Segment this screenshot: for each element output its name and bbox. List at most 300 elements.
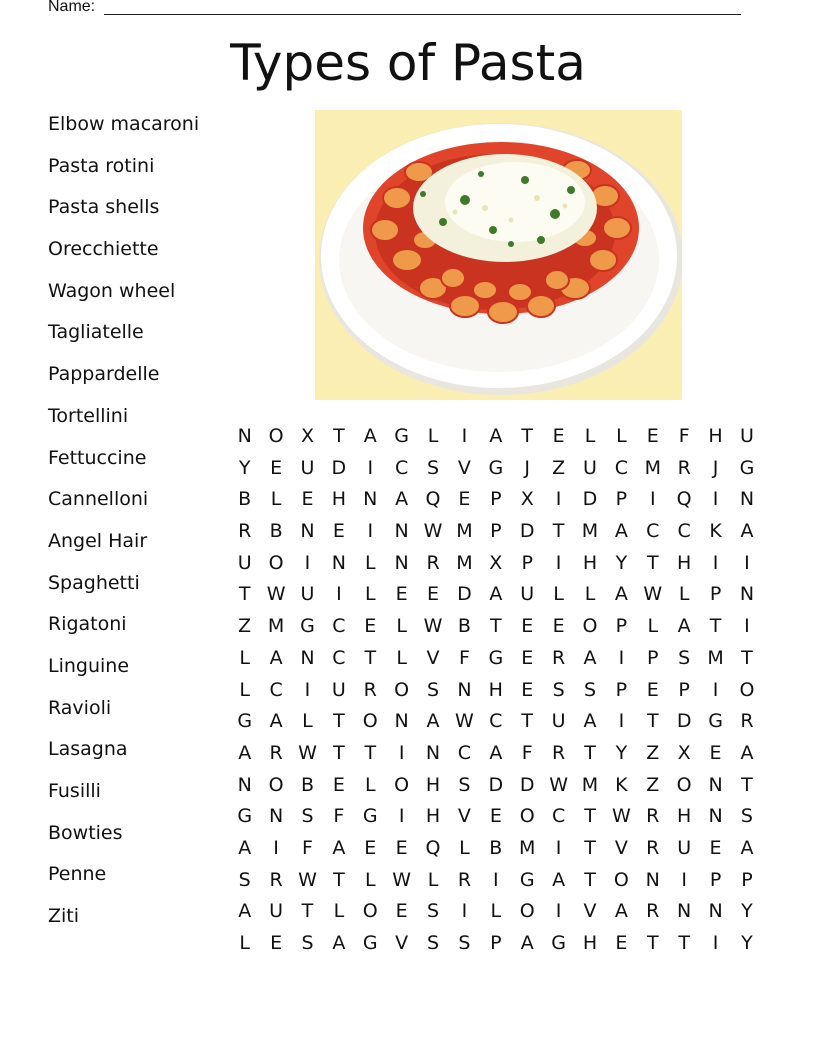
grid-letter: I <box>398 805 405 828</box>
grid-letter: C <box>551 805 566 828</box>
grid-letter: N <box>425 741 441 764</box>
grid-letter: E <box>364 836 377 859</box>
grid-letter: L <box>364 551 376 574</box>
grid-letter: E <box>552 615 565 638</box>
grid-letter: M <box>456 551 473 574</box>
grid-letter: N <box>708 805 723 828</box>
grid-letter: T <box>709 615 722 638</box>
grid-letter: O <box>519 900 535 923</box>
word-list-item: Ziti <box>48 905 80 928</box>
word-list-item: Spaghetti <box>48 571 140 594</box>
grid-letter: N <box>457 678 472 701</box>
grid-letter: F <box>521 741 533 764</box>
grid-letter: M <box>519 836 536 859</box>
grid-letter: E <box>270 932 283 954</box>
grid-letter: M <box>707 646 724 669</box>
grid-letter: A <box>395 488 409 511</box>
grid-letter: L <box>239 932 250 954</box>
grid-letter: S <box>458 773 471 796</box>
grid-letter: S <box>427 678 440 701</box>
grid-letter: S <box>552 678 565 701</box>
grid-letter: T <box>741 646 753 669</box>
grid-letter: G <box>237 805 253 828</box>
grid-letter: P <box>521 551 533 574</box>
grid-letter: D <box>519 773 535 796</box>
word-list-item: Bowties <box>48 821 123 844</box>
grid-letter: E <box>301 488 314 511</box>
grid-letter: H <box>677 805 692 828</box>
grid-letter: W <box>423 615 443 638</box>
grid-letter: F <box>678 425 690 447</box>
grid-letter: T <box>364 741 377 764</box>
grid-letter: L <box>678 583 690 606</box>
grid-letter: N <box>708 900 723 923</box>
grid-letter: U <box>520 583 535 606</box>
grid-letter: E <box>395 583 408 606</box>
grid-letter: A <box>614 900 628 923</box>
grid-letter: U <box>237 551 252 574</box>
grid-letter: C <box>395 456 409 479</box>
grid-letter: G <box>300 615 315 638</box>
grid-letter: A <box>489 425 503 447</box>
grid-letter: B <box>489 836 503 859</box>
grid-letter: U <box>583 456 597 479</box>
grid-letter: I <box>712 932 719 954</box>
grid-letter: P <box>741 868 753 891</box>
grid-letter: A <box>238 900 252 923</box>
grid-letter: E <box>646 425 659 447</box>
grid-letter: E <box>521 678 534 701</box>
grid-letter: E <box>458 488 471 511</box>
word-list-item: Pasta rotini <box>48 154 155 177</box>
grid-letter: D <box>488 773 504 796</box>
grid-letter: E <box>709 741 722 764</box>
grid-letter: V <box>426 646 440 669</box>
grid-letter: B <box>300 773 314 796</box>
grid-letter: T <box>333 741 345 764</box>
grid-letter: N <box>708 773 723 796</box>
grid-letter: L <box>364 868 376 891</box>
grid-letter: O <box>268 773 284 796</box>
grid-letter: K <box>615 773 628 796</box>
grid-letter: U <box>677 836 692 859</box>
grid-letter: T <box>333 868 345 891</box>
grid-letter: B <box>238 488 252 511</box>
grid-letter: L <box>364 583 376 606</box>
grid-letter: E <box>646 678 659 701</box>
grid-letter: G <box>362 805 378 828</box>
grid-letter: T <box>238 583 251 606</box>
grid-letter: P <box>615 615 628 638</box>
word-list-item: Fettuccine <box>48 446 147 469</box>
grid-letter: A <box>614 520 628 543</box>
grid-letter: A <box>677 615 691 638</box>
grid-letter: I <box>712 488 719 511</box>
grid-letter: T <box>678 932 690 954</box>
grid-letter: I <box>712 551 719 574</box>
grid-letter: H <box>677 551 692 574</box>
grid-letter: P <box>490 932 502 954</box>
grid-letter: R <box>646 805 660 828</box>
grid-letter: I <box>649 488 656 511</box>
grid-letter: P <box>490 488 502 511</box>
grid-letter: B <box>269 520 283 543</box>
grid-letter: W <box>549 773 568 796</box>
grid-letter: I <box>618 710 625 733</box>
word-list-item: Fusilli <box>48 780 101 802</box>
grid-letter: L <box>270 488 282 511</box>
grid-letter: D <box>457 583 472 606</box>
grid-letter: C <box>332 646 346 669</box>
grid-letter: S <box>427 900 440 923</box>
grid-letter: G <box>519 868 535 891</box>
grid-letter: R <box>646 836 660 859</box>
grid-letter: L <box>584 583 596 606</box>
grid-letter: C <box>646 520 660 543</box>
grid-letter: Y <box>238 456 251 479</box>
grid-letter: X <box>677 741 691 764</box>
grid-letter: L <box>396 646 407 669</box>
grid-letter: G <box>739 456 755 479</box>
grid-letter: T <box>364 646 377 669</box>
grid-letter: W <box>392 868 412 891</box>
grid-letter: N <box>739 583 755 606</box>
grid-letter: T <box>741 773 753 796</box>
grid-letter: E <box>709 836 722 859</box>
grid-letter: H <box>708 425 723 447</box>
grid-letter: G <box>394 425 410 447</box>
grid-letter: L <box>616 425 627 447</box>
grid-letter: R <box>363 678 377 701</box>
grid-letter: L <box>427 425 439 447</box>
grid-letter: P <box>615 678 628 701</box>
grid-letter: I <box>555 836 562 859</box>
grid-letter: R <box>740 710 754 733</box>
grid-letter: M <box>456 520 473 543</box>
grid-letter: E <box>489 805 502 828</box>
grid-letter: L <box>490 900 502 923</box>
grid-letter: U <box>551 710 566 733</box>
grid-letter: R <box>457 868 472 891</box>
grid-letter: E <box>395 836 408 859</box>
grid-letter: I <box>555 900 562 923</box>
grid-letter: A <box>269 710 283 733</box>
grid-letter: W <box>266 583 286 606</box>
grid-letter: S <box>678 646 691 669</box>
grid-letter: A <box>269 646 283 669</box>
grid-letter: O <box>394 773 410 796</box>
grid-letter: I <box>555 551 562 574</box>
grid-letter: N <box>677 900 692 923</box>
grid-letter: M <box>644 456 661 479</box>
grid-letter: L <box>584 425 596 447</box>
word-list-item: Tagliatelle <box>48 321 144 344</box>
grid-letter: W <box>643 583 663 606</box>
grid-letter: L <box>364 773 376 796</box>
grid-letter: S <box>301 805 314 828</box>
grid-letter: U <box>300 583 315 606</box>
grid-letter: J <box>524 456 531 479</box>
grid-letter: X <box>520 488 534 511</box>
grid-letter: A <box>238 741 252 764</box>
grid-letter: I <box>493 868 499 891</box>
grid-letter: N <box>237 773 252 796</box>
grid-letter: D <box>676 710 692 733</box>
grid-letter: Z <box>238 615 252 638</box>
grid-letter: T <box>646 551 659 574</box>
grid-letter: C <box>489 710 503 733</box>
word-list <box>48 110 199 944</box>
grid-letter: T <box>646 710 659 733</box>
grid-letter: O <box>362 900 378 923</box>
grid-letter: N <box>237 425 252 447</box>
grid-letter: H <box>488 678 503 701</box>
grid-letter: T <box>521 710 534 733</box>
grid-letter: I <box>367 520 374 543</box>
grid-letter: G <box>488 456 504 479</box>
word-list-item: Elbow macaroni <box>48 113 200 135</box>
grid-letter: S <box>301 932 314 954</box>
grid-letter: H <box>582 551 598 574</box>
word-list-item: Linguine <box>48 654 130 677</box>
grid-letter: A <box>489 583 503 606</box>
word-list-item: Pasta shells <box>48 196 160 219</box>
word-list-item: Rigatoni <box>48 613 127 636</box>
grid-letter: R <box>646 900 660 923</box>
grid-letter: D <box>331 456 347 479</box>
name-label: Name: <box>48 0 96 15</box>
grid-letter: T <box>521 425 534 447</box>
grid-letter: A <box>332 836 346 859</box>
letter-grid <box>229 421 763 960</box>
grid-letter: K <box>709 520 722 543</box>
grid-letter: R <box>238 520 252 543</box>
grid-letter: V <box>583 900 597 923</box>
word-list-item: Angel Hair <box>48 529 148 552</box>
word-list-item: Cannelloni <box>48 488 149 511</box>
grid-letter: C <box>457 741 472 764</box>
grid-letter: Q <box>676 488 692 511</box>
grid-letter: X <box>300 425 314 447</box>
grid-letter: T <box>301 900 314 923</box>
grid-letter: U <box>331 678 346 701</box>
pasta-photo <box>315 110 682 400</box>
grid-letter: Y <box>741 932 753 954</box>
grid-letter: I <box>273 836 279 859</box>
grid-letter: Z <box>646 741 660 764</box>
grid-letter: B <box>457 615 471 638</box>
name-line <box>104 14 741 15</box>
grid-letter: G <box>237 710 253 733</box>
word-list-item: Tortellini <box>48 404 129 427</box>
grid-letter: O <box>582 615 598 638</box>
grid-letter: F <box>302 836 313 859</box>
grid-letter: N <box>645 868 660 891</box>
grid-letter: I <box>336 583 342 606</box>
grid-letter: L <box>427 868 439 891</box>
grid-letter: P <box>709 583 722 606</box>
grid-letter: A <box>583 646 597 669</box>
grid-letter: W <box>298 868 317 891</box>
grid-letter: N <box>394 551 409 574</box>
grid-letter: O <box>362 710 378 733</box>
word-list-item: Pappardelle <box>48 363 160 386</box>
grid-letter: V <box>457 805 471 828</box>
grid-letter: E <box>521 646 534 669</box>
grid-letter: N <box>300 646 315 669</box>
grid-letter: Z <box>646 773 660 796</box>
grid-letter: I <box>461 900 468 923</box>
grid-letter: R <box>269 868 283 891</box>
grid-letter: M <box>581 520 599 543</box>
grid-letter: E <box>332 773 345 796</box>
pasta-plate-illustration <box>315 110 682 400</box>
grid-letter: V <box>395 932 409 954</box>
grid-letter: I <box>555 488 562 511</box>
grid-letter: E <box>270 456 283 479</box>
grid-letter: H <box>425 773 441 796</box>
grid-letter: A <box>238 836 252 859</box>
grid-letter: F <box>458 646 470 669</box>
grid-letter: C <box>677 520 691 543</box>
grid-letter: A <box>489 741 503 764</box>
grid-letter: Q <box>425 488 441 511</box>
grid-letter: T <box>584 805 596 828</box>
grid-letter: C <box>614 456 629 479</box>
grid-letter: R <box>552 646 566 669</box>
grid-letter: A <box>520 932 534 954</box>
grid-letter: I <box>744 551 750 574</box>
grid-letter: U <box>300 456 315 479</box>
grid-letter: V <box>457 456 471 479</box>
grid-letter: E <box>521 615 534 638</box>
grid-letter: C <box>269 678 283 701</box>
grid-letter: A <box>740 741 754 764</box>
grid-letter: N <box>331 551 346 574</box>
grid-letter: I <box>367 456 374 479</box>
grid-letter: W <box>298 741 317 764</box>
grid-letter: T <box>333 425 345 447</box>
grid-letter: A <box>740 836 754 859</box>
grid-letter: N <box>394 520 409 543</box>
grid-letter: A <box>552 868 566 891</box>
grid-letter: E <box>552 425 565 447</box>
grid-letter: S <box>583 678 597 701</box>
grid-letter: D <box>519 520 535 543</box>
grid-letter: N <box>394 710 409 733</box>
grid-letter: L <box>647 615 659 638</box>
grid-letter: P <box>490 520 502 543</box>
grid-letter: T <box>646 932 659 954</box>
grid-letter: I <box>744 615 750 638</box>
grid-letter: E <box>364 615 377 638</box>
grid-letter: T <box>552 520 565 543</box>
grid-letter: S <box>427 456 440 479</box>
grid-letter: O <box>268 551 284 574</box>
grid-letter: T <box>490 615 502 638</box>
grid-letter: G <box>551 932 566 954</box>
grid-letter: O <box>676 773 692 796</box>
grid-letter: I <box>712 678 719 701</box>
grid-letter: G <box>362 932 378 954</box>
grid-letter: H <box>331 488 347 511</box>
grid-letter: G <box>708 710 723 733</box>
grid-letter: M <box>581 773 599 796</box>
grid-letter: G <box>488 646 504 669</box>
word-list-item: Lasagna <box>48 738 128 761</box>
grid-letter: I <box>304 551 311 574</box>
grid-letter: O <box>739 678 755 701</box>
grid-letter: E <box>395 900 408 923</box>
grid-letter: W <box>423 520 443 543</box>
grid-letter: S <box>740 805 753 828</box>
grid-letter: S <box>238 868 251 891</box>
grid-letter: L <box>239 646 250 669</box>
grid-letter: J <box>712 456 719 479</box>
grid-letter: L <box>459 836 470 859</box>
grid-letter: I <box>398 741 405 764</box>
grid-letter: T <box>584 836 596 859</box>
grid-letter: Y <box>615 551 628 574</box>
grid-letter: A <box>363 425 377 447</box>
grid-letter: T <box>584 741 596 764</box>
grid-letter: Y <box>615 741 628 764</box>
grid-letter: C <box>332 615 346 638</box>
grid-letter: E <box>427 583 440 606</box>
grid-letter: L <box>239 678 250 701</box>
grid-letter: N <box>363 488 378 511</box>
grid-letter: L <box>333 900 345 923</box>
grid-letter: O <box>268 425 284 447</box>
grid-letter: A <box>583 710 597 733</box>
word-list-item: Orecchiette <box>48 238 159 261</box>
grid-letter: R <box>269 741 283 764</box>
grid-letter: U <box>269 900 284 923</box>
grid-letter: I <box>681 868 687 891</box>
grid-letter: O <box>519 805 535 828</box>
word-list-item: Penne <box>48 863 107 886</box>
grid-letter: O <box>394 678 410 701</box>
grid-letter: R <box>552 741 566 764</box>
grid-letter: Q <box>425 836 441 859</box>
grid-letter: A <box>332 932 346 954</box>
page-title: Types of Pasta <box>230 34 586 92</box>
grid-letter: T <box>333 710 345 733</box>
grid-letter: I <box>618 646 625 669</box>
grid-letter: P <box>615 488 628 511</box>
grid-letter: T <box>584 868 596 891</box>
grid-letter: P <box>678 678 690 701</box>
grid-letter: X <box>489 551 503 574</box>
grid-letter: Y <box>741 900 753 923</box>
grid-letter: N <box>739 488 755 511</box>
grid-letter: V <box>614 836 628 859</box>
grid-letter: F <box>333 805 345 828</box>
grid-letter: H <box>582 932 598 954</box>
grid-letter: N <box>300 520 315 543</box>
grid-letter: I <box>304 678 311 701</box>
grid-letter: O <box>613 868 629 891</box>
grid-letter: E <box>615 932 628 954</box>
grid-letter: Z <box>552 456 566 479</box>
word-list-item: Ravioli <box>48 696 112 719</box>
grid-letter: A <box>740 520 754 543</box>
grid-letter: L <box>553 583 564 606</box>
grid-letter: L <box>302 710 313 733</box>
grid-letter: R <box>677 456 691 479</box>
grid-letter: R <box>426 551 440 574</box>
grid-letter: A <box>614 583 628 606</box>
